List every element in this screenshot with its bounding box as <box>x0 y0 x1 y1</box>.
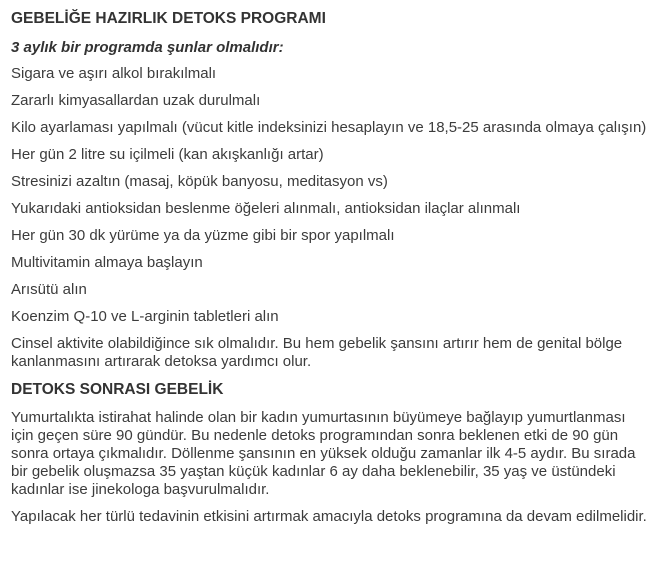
list-item: Cinsel aktivite olabildiğince sık olmalıdır. Bu hem gebelik şansını artırır hem de genital bölge kanlanmasını artırarak detoksa yardımcı olur. <box>11 335 623 370</box>
list-item: Yukarıdaki antioksidan beslenme öğeleri alınmalı, antioksidan ilaçlar alınmalı <box>11 200 521 217</box>
list-item: Her gün 2 litre su içilmeli (kan akışkanlığı artar) <box>11 146 324 163</box>
list-item: Zararlı kimyasallardan uzak durulmalı <box>11 92 261 109</box>
program-item-list <box>11 65 647 371</box>
post-detox-paragraph: Yumurtalıkta istirahat halinde olan bir kadın yumurtasının büyümeye bağlayıp yumurtlanması için geçen süre 90 gündür. Bu nedenle detoks programından sonra beklenen etki de 90 gün sonra ortaya çıkmalıdır. Döllenme şansının en yüksek olduğu zamanlar ilk 4-5 aydır. Bu sırada bir gebelik oluşmazsa 35 yaştan küçük kadınlar 6 ay daha beklenebilir, 35 yaş ve üstündeki kadınlar ise jinekologa başvurulmalıdır. <box>11 409 636 498</box>
list-item: Sigara ve aşırı alkol bırakılmalı <box>11 65 217 82</box>
list-item: Multivitamin almaya başlayın <box>11 254 203 271</box>
post-detox-pregnancy-heading: DETOKS SONRASI GEBELİK <box>11 381 224 398</box>
continue-treatment-paragraph: Yapılacak her türlü tedavinin etkisini artırmak amacıyla detoks programına da devam edilmelidir. <box>11 508 647 525</box>
list-item: Stresinizi azaltın (masaj, köpük banyosu, meditasyon vs) <box>11 173 388 190</box>
list-item: Kilo ayarlaması yapılmalı (vücut kitle indeksinizi hesaplayın ve 18,5-25 arasında olmaya çalışın) <box>11 119 647 136</box>
list-item: Her gün 30 dk yürüme ya da yüzme gibi bir spor yapılmalı <box>11 227 395 244</box>
program-subtitle: 3 aylık bir programda şunlar olmalıdır: <box>11 39 284 56</box>
article-content <box>11 9 647 526</box>
list-item: Arısütü alın <box>11 281 87 298</box>
detox-program-heading: GEBELİĞE HAZIRLIK DETOKS PROGRAMI <box>11 10 326 27</box>
list-item: Koenzim Q-10 ve L-arginin tabletleri alın <box>11 308 279 325</box>
